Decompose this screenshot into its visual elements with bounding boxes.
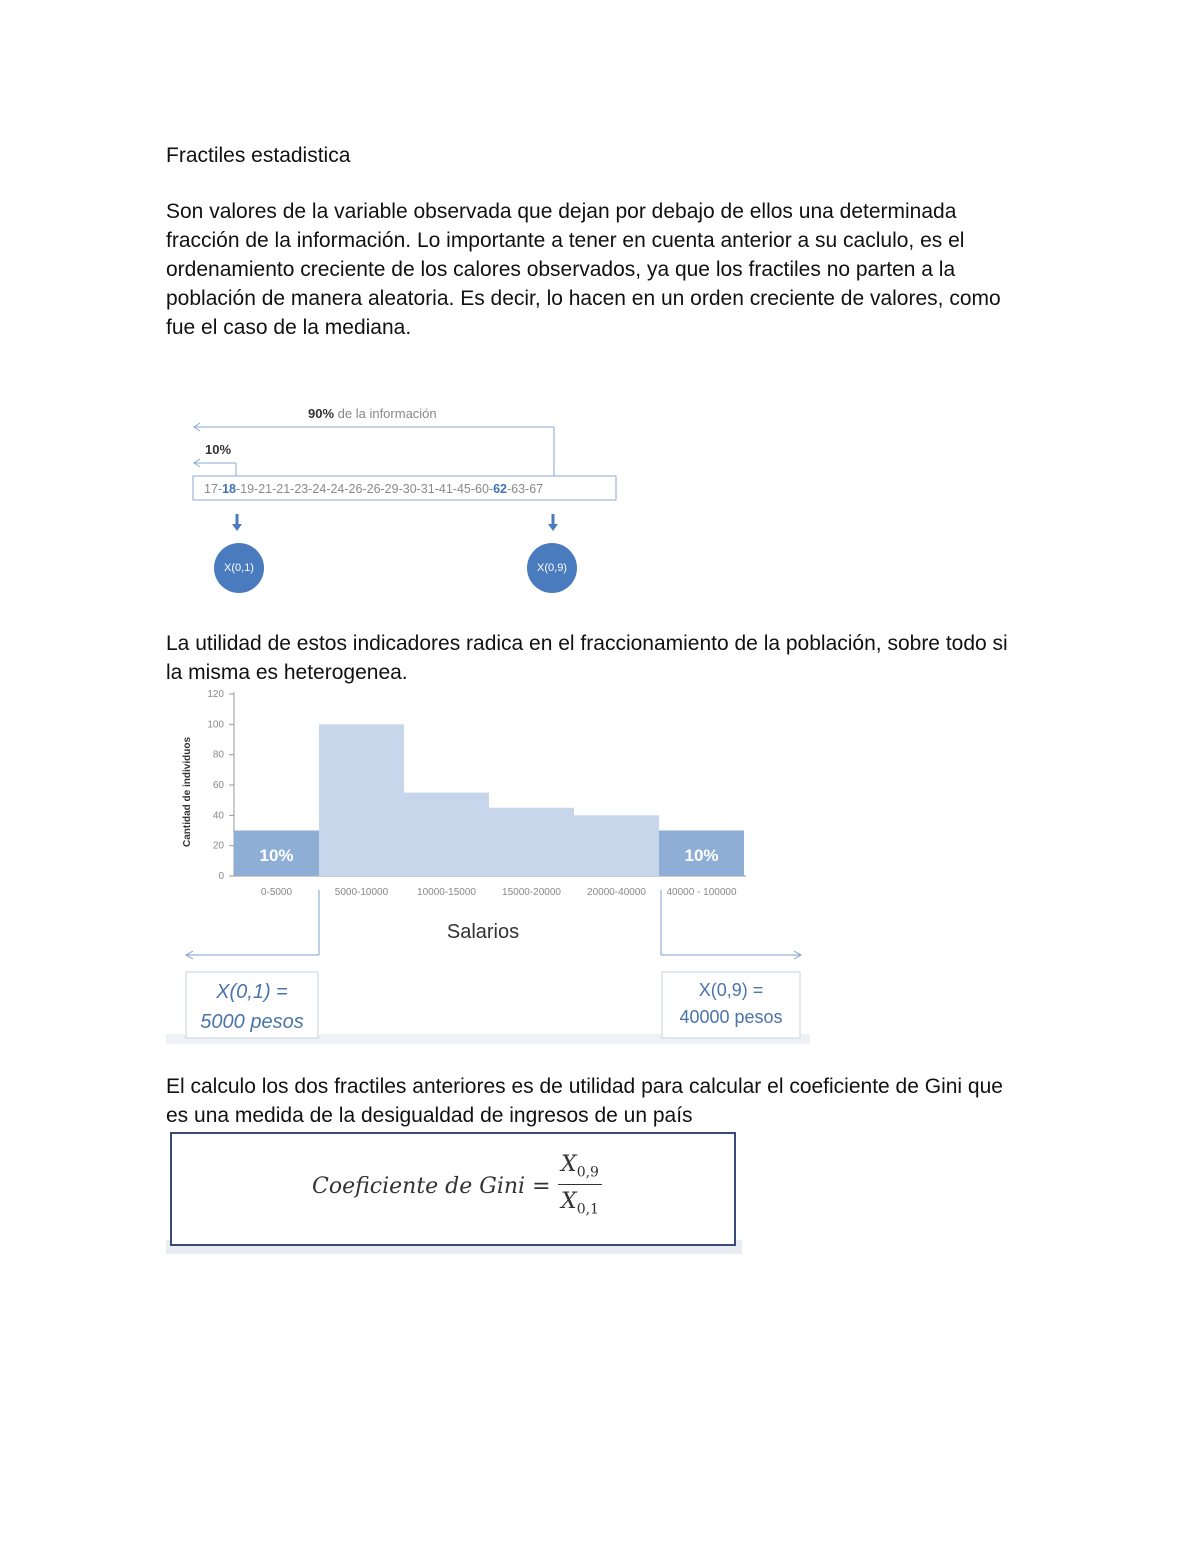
salary-histogram bbox=[166, 684, 816, 1046]
paragraph-utility bbox=[166, 629, 1046, 687]
paragraph-definition bbox=[166, 197, 1046, 342]
fractile-box-right-line1: X(0,9) = bbox=[698, 980, 764, 1000]
formula-fraction bbox=[558, 1152, 602, 1218]
x-tick-label: 20000-40000 bbox=[587, 887, 646, 898]
circle-label-right: X(0,9) bbox=[537, 562, 567, 574]
circle-label-left: X(0,1) bbox=[224, 562, 254, 574]
paragraph-line: La utilidad de estos indicadores radica en el fraccionamiento de la población, sobre todo si bbox=[166, 632, 1008, 655]
label-90-percent: 90% de la información bbox=[308, 406, 437, 421]
y-axis-label: Cantidad de individuos bbox=[182, 736, 193, 848]
fractile-box-right-line2: 40000 pesos bbox=[679, 1007, 783, 1027]
fractile-box-left-line2: 5000 pesos bbox=[200, 1011, 304, 1033]
x-axis-label: Salarios bbox=[446, 921, 520, 943]
fractile-box-left-line1: X(0,1) = bbox=[216, 981, 288, 1003]
fractile-series-diagram bbox=[180, 398, 630, 598]
gini-formula-box bbox=[170, 1132, 736, 1246]
paragraph-line: Son valores de la variable observada que dejan por debajo de ellos una determinada bbox=[166, 200, 957, 223]
paragraph-line: fue el caso de la mediana. bbox=[166, 316, 412, 339]
bar-percent-label: 10% bbox=[259, 846, 294, 865]
histogram-bar bbox=[319, 724, 404, 876]
bar-percent-label: 10% bbox=[684, 846, 719, 865]
histogram-bar bbox=[574, 815, 659, 876]
x-tick-label: 15000-20000 bbox=[502, 887, 561, 898]
histogram-bar bbox=[489, 808, 574, 876]
paragraph-line: es una medida de la desigualdad de ingresos de un país bbox=[166, 1104, 693, 1127]
ordered-values-series: 17-18-19-21-21-23-24-24-26-26-29-30-31-41-45-60-62-63-67 bbox=[204, 482, 544, 496]
y-tick-label: 40 bbox=[212, 810, 224, 822]
y-tick-label: 80 bbox=[212, 749, 224, 761]
label-10-percent: 10% bbox=[205, 442, 232, 457]
x-tick-label: 10000-15000 bbox=[417, 887, 476, 898]
paragraph-gini bbox=[166, 1072, 1046, 1130]
document-title: Fractiles estadistica bbox=[166, 144, 351, 167]
y-tick-label: 60 bbox=[212, 780, 224, 791]
paragraph-line: El calculo los dos fractiles anteriores es de utilidad para calcular el coeficiente de Gini que bbox=[166, 1075, 1003, 1098]
formula-numerator: $X_{0,9}$ bbox=[558, 1152, 602, 1185]
y-tick-label: 120 bbox=[207, 689, 224, 700]
paragraph-line: fracción de la información. Lo importante a tener en cuenta anterior a su caclulo, es el bbox=[166, 229, 965, 252]
y-tick-label: 100 bbox=[207, 719, 224, 731]
formula-denominator: $X_{0,1}$ bbox=[561, 1189, 599, 1218]
paragraph-line: ordenamiento creciente de los calores observados, ya que los fractiles no parten a la bbox=[166, 258, 956, 281]
x-tick-label: 5000-10000 bbox=[334, 887, 389, 898]
x-tick-label: 40000 - 100000 bbox=[666, 887, 737, 898]
y-tick-label: 0 bbox=[218, 871, 224, 882]
paragraph-line: la misma es heterogenea. bbox=[166, 661, 408, 684]
x-tick-label: 0-5000 bbox=[260, 887, 293, 898]
paragraph-line: población de manera aleatoria. Es decir, lo hacen en un orden creciente de valores, como bbox=[166, 287, 1001, 310]
formula-lhs: Coeficiente de Gini = bbox=[312, 1174, 551, 1199]
histogram-bar bbox=[404, 793, 489, 876]
y-tick-label: 20 bbox=[212, 840, 224, 852]
